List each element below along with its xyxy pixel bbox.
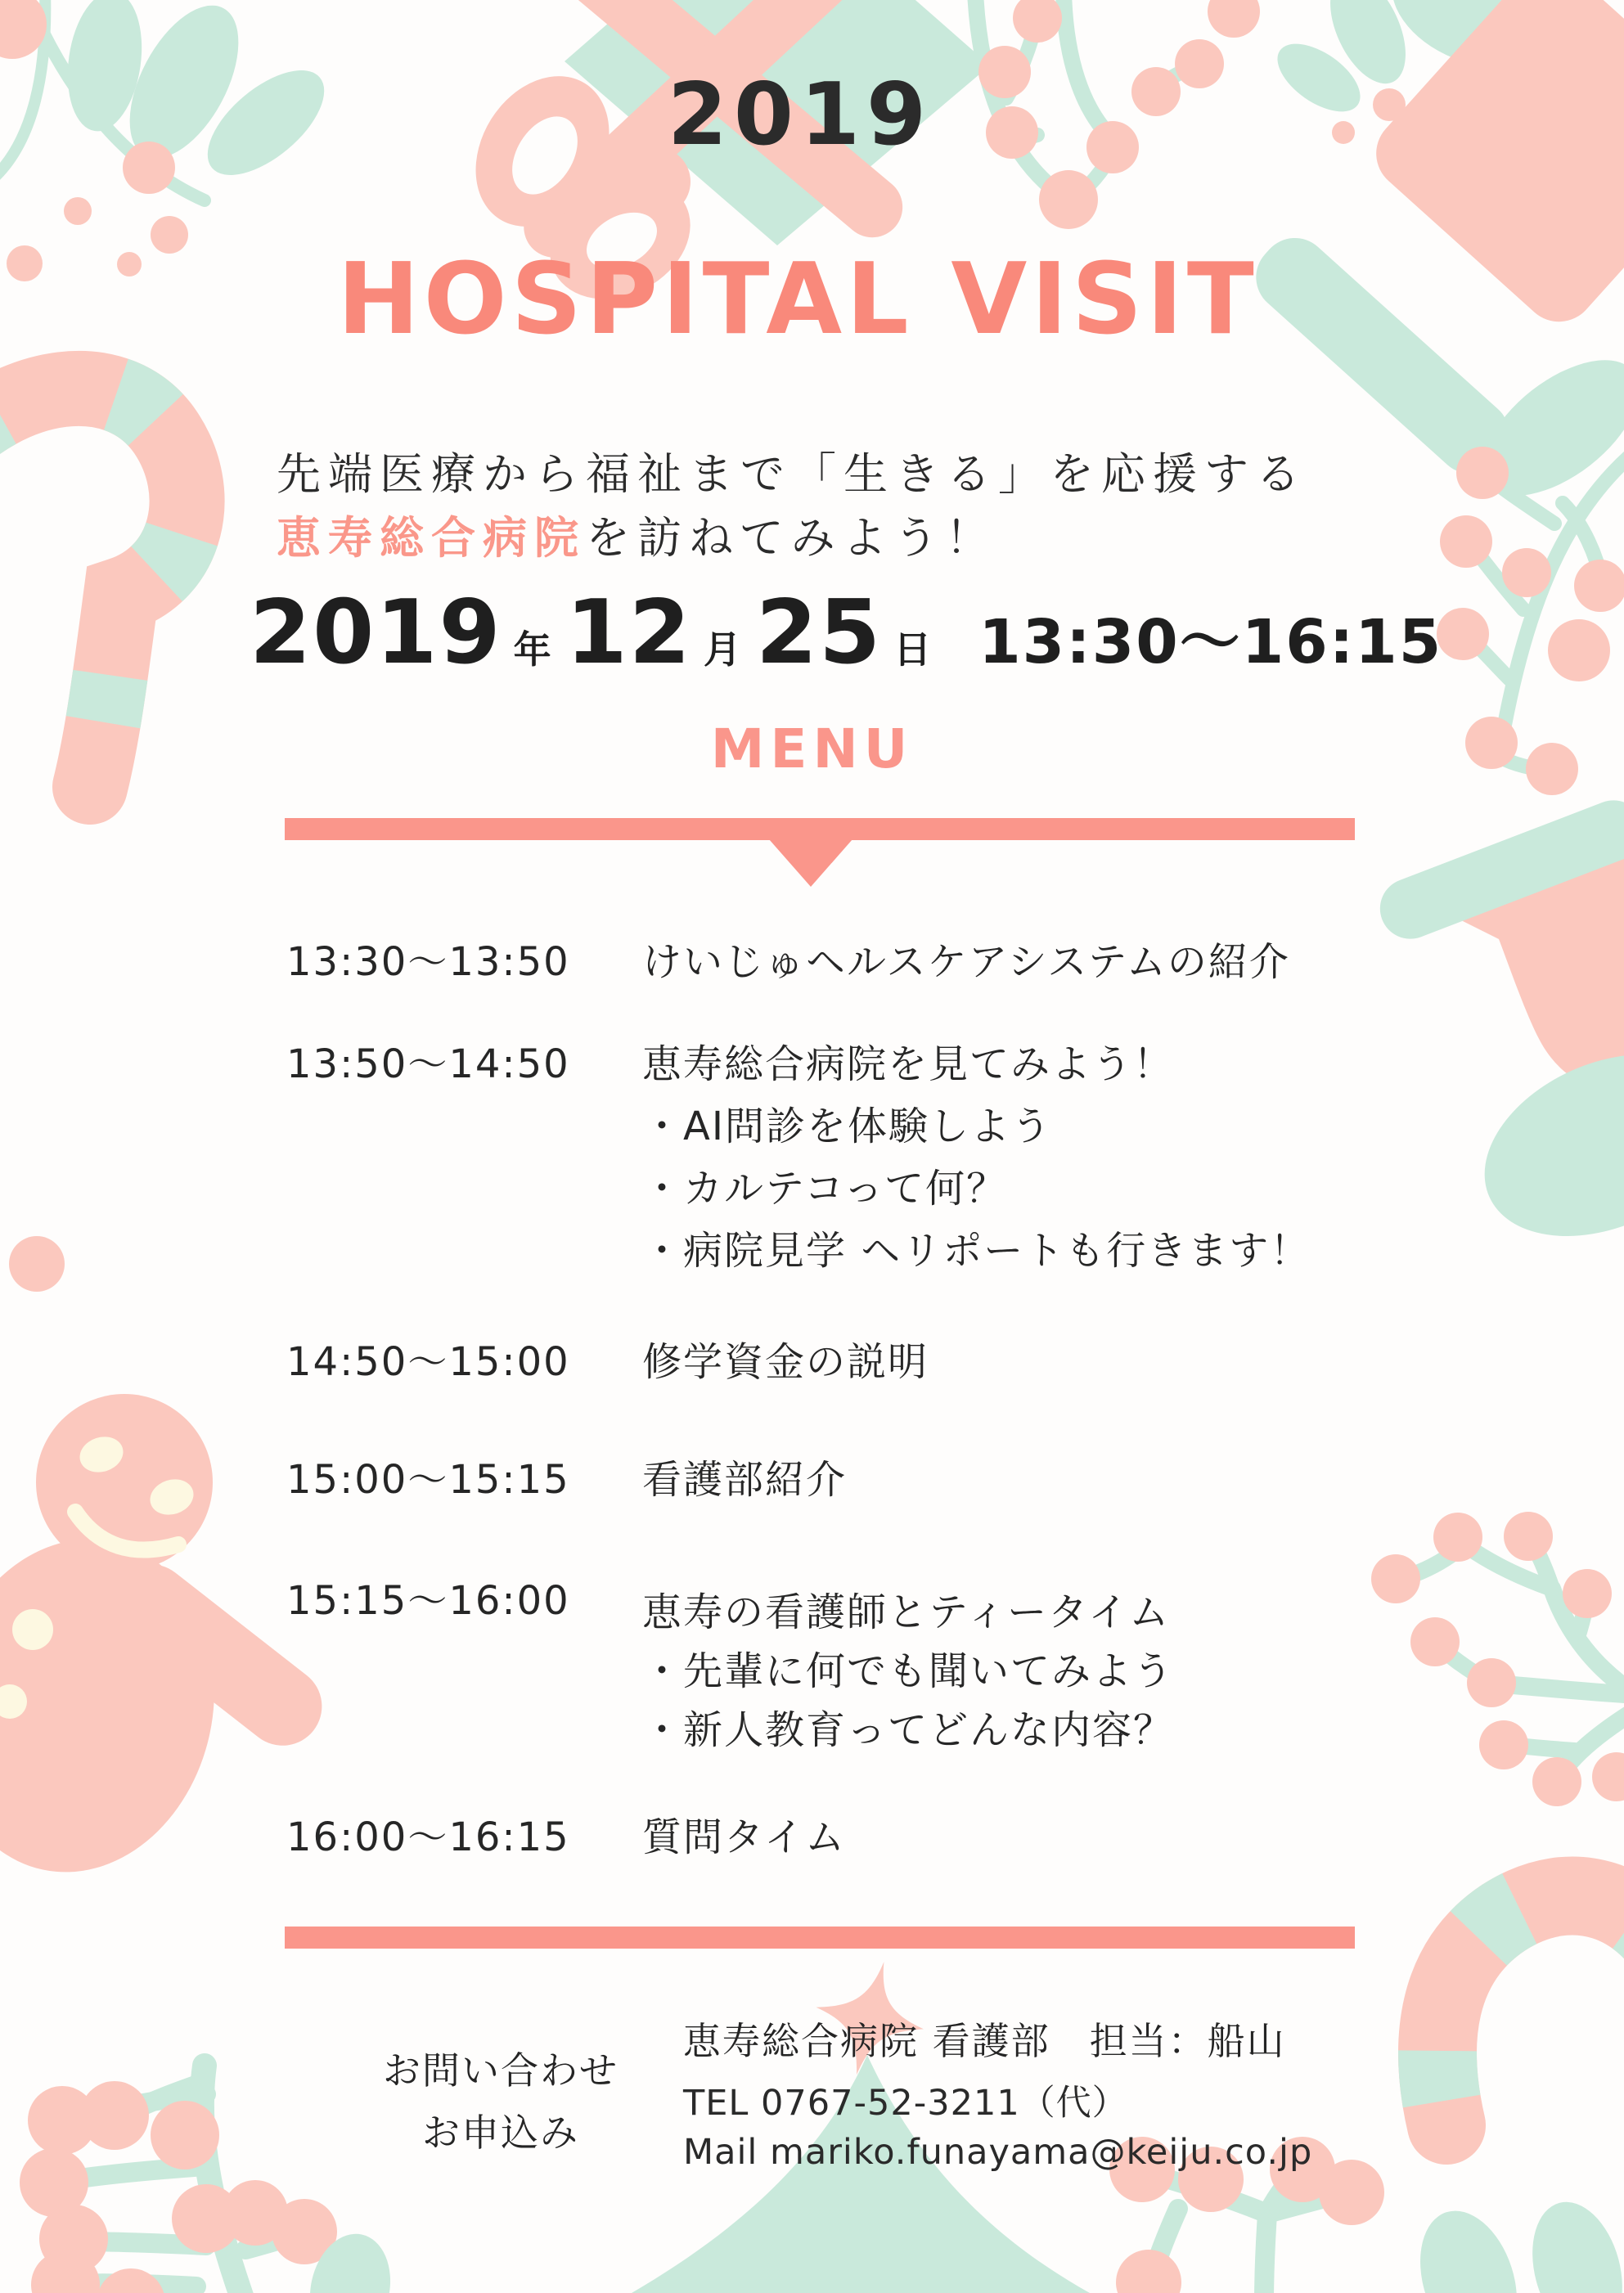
schedule-desc: 質問タイム xyxy=(642,1814,847,1860)
schedule-desc: 恵寿の看護師とティータイム xyxy=(642,1589,1171,1635)
contact-organization: 恵寿総合病院 看護部 担当：船山 xyxy=(683,2019,1286,2063)
schedule-item xyxy=(286,1331,1526,1393)
schedule-desc-bullet: ・カルテコって何？ xyxy=(642,1166,1008,1212)
schedule-time: 15:00〜15:15 xyxy=(286,1457,570,1503)
schedule-desc-bullet: ・AI問診を体験しよう xyxy=(642,1104,1052,1149)
contact-email: Mail mariko.funayama@keiju.co.jp xyxy=(683,2132,1313,2173)
schedule-time: 14:50〜15:00 xyxy=(286,1339,570,1385)
contact-label-line-1: お問い合わせ xyxy=(383,2048,619,2093)
event-time-range: 13:30〜16:15 xyxy=(978,607,1443,677)
subtitle-line-1: 先端医療から福祉まで「生きる」を応援する xyxy=(277,448,1307,500)
contact-label xyxy=(370,2039,632,2164)
menu-divider-arrow-icon xyxy=(769,839,852,887)
schedule-time: 13:30〜13:50 xyxy=(286,939,570,985)
menu-divider-bar xyxy=(285,818,1355,840)
event-month-unit: 月 xyxy=(703,627,741,672)
schedule-time: 15:15〜16:00 xyxy=(286,1578,570,1624)
schedule-item xyxy=(286,931,1526,993)
subtitle-line-2 xyxy=(277,506,1307,570)
schedule-desc-bullet: ・新人教育ってどんな内容？ xyxy=(642,1707,1175,1753)
poster-title: HOSPITAL VISIT xyxy=(337,243,1258,357)
event-year: 2019 xyxy=(250,582,502,684)
event-datetime xyxy=(250,582,1442,684)
schedule-desc-bullet: ・先輩に何でも聞いてみよう xyxy=(642,1648,1175,1694)
event-day: 25 xyxy=(755,582,883,684)
event-year-unit: 年 xyxy=(513,627,551,672)
event-day-unit: 日 xyxy=(893,627,932,672)
schedule-item xyxy=(286,1806,1526,1868)
schedule-item xyxy=(286,1570,1526,1760)
schedule-desc: 修学資金の説明 xyxy=(642,1339,929,1385)
event-month: 12 xyxy=(565,582,692,684)
menu-heading: MENU xyxy=(710,717,914,780)
subtitle-line-2-rest: を訪ねてみよう！ xyxy=(586,512,997,564)
contact-phone: TEL 0767-52-3211（代） xyxy=(683,2083,1128,2124)
schedule-desc: 看護部紹介 xyxy=(642,1457,848,1503)
contact-label-line-2: お申込み xyxy=(422,2111,579,2155)
schedule-time: 13:50〜14:50 xyxy=(286,1041,570,1087)
schedule-desc: けいじゅヘルスケアシステムの紹介 xyxy=(642,939,1290,985)
hospital-name-highlight: 恵寿総合病院 xyxy=(277,512,586,564)
schedule-item xyxy=(286,1449,1526,1511)
schedule-desc-bullet: ・病院見学 ヘリポートも行きます！ xyxy=(642,1228,1311,1274)
schedule-time: 16:00〜16:15 xyxy=(286,1814,570,1860)
schedule-desc: 恵寿総合病院を見てみよう！ xyxy=(642,1041,1175,1087)
poster-subtitle xyxy=(277,443,1307,570)
poster-year: 2019 xyxy=(667,65,933,164)
schedule-item xyxy=(286,1033,1526,1282)
footer-divider-bar xyxy=(285,1927,1355,1949)
